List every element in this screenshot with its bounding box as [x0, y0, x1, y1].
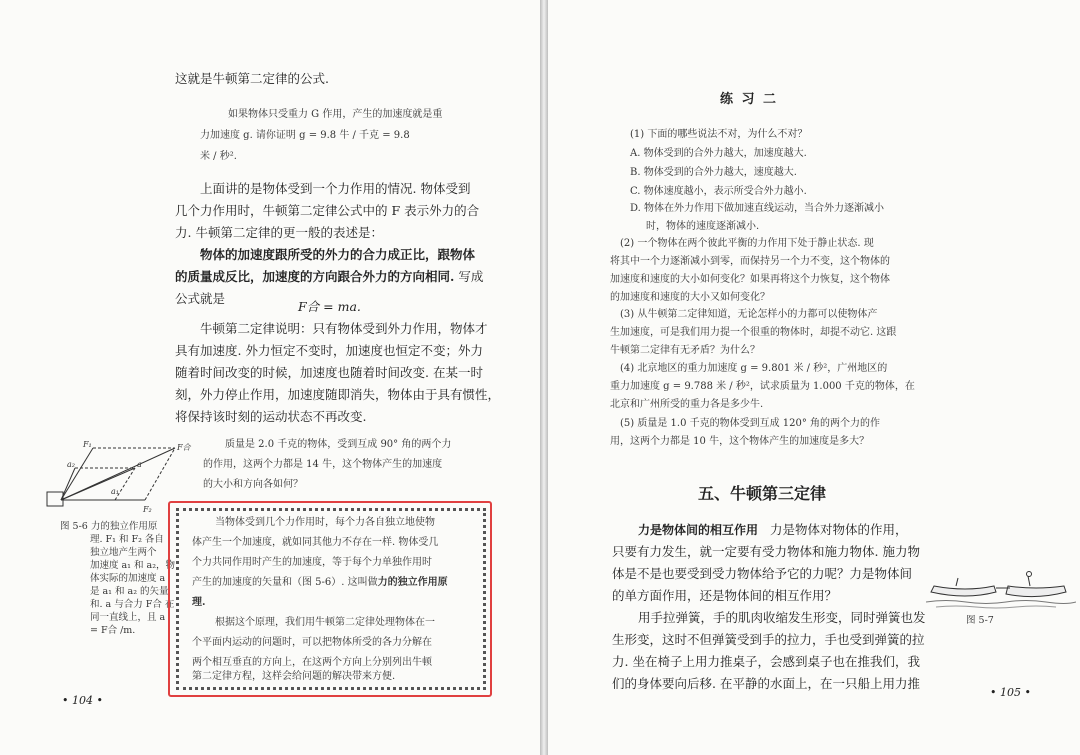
question-line: 的作用，这两个力都是 14 牛，这个物体产生的加速度 [203, 459, 443, 470]
formula: F合 = ma. [298, 299, 361, 314]
exercise-question: (1) 下面的哪些说法不对，为什么不对？ [630, 129, 808, 140]
figure-label-f1: F₁ [83, 440, 92, 449]
question-line: 质量是 2.0 千克的物体，受到互成 90° 角的两个力 [225, 439, 452, 450]
exercise-question: (5) 质量是 1.0 千克的物体受到互成 120° 角的两个力的作 [620, 418, 881, 429]
figure-caption-line: 理. F₁ 和 F₂ 各自 [90, 534, 164, 545]
exercise-option: 时，物体的速度逐渐减小. [646, 221, 760, 232]
exercise-title: 练 习 二 [720, 92, 779, 107]
a-vector [61, 468, 135, 500]
section-title: 五、牛顿第三定律 [698, 484, 827, 503]
figure-caption-line: 和. a 与合力 F合 在 [90, 599, 175, 610]
paragraph-line: 力. 牛顿第二定律的更一般的表述是： [175, 225, 383, 240]
boxed-line: 根据这个原理，我们用牛顿第二定律处理物体在一 [215, 617, 435, 628]
exercise-question: 将其中一个力逐渐减小到零，而保持另一个力不变，这个物体的 [610, 256, 890, 267]
paragraph-line: 具有加速度. 外力恒定不变时，加速度也恒定不变；外力 [175, 343, 483, 358]
mass-block [47, 492, 63, 506]
figure-label-f2: F₂ [143, 505, 152, 514]
exercise-option: A. 物体受到的合外力越大，加速度越大. [630, 148, 807, 159]
boxed-line: 个力共同作用时产生的加速度，等于每个力单独作用时 [192, 557, 432, 568]
exercise-note-line: 如果物体只受重力 G 作用，产生的加速度就是重 [228, 109, 443, 120]
paragraph-line: 们的身体要向后移. 在平静的水面上，在一只船上用力推 [612, 676, 920, 691]
figure-label-a2: a₂ [67, 460, 75, 469]
exercise-question: 北京和广州所受的重力各是多少牛. [610, 399, 764, 410]
figure-label-a: a [137, 460, 142, 469]
boxed-line: 体产生一个加速度，就如同其他力不存在一样. 物体受几 [192, 537, 439, 548]
boxed-line: 个平面内运动的问题时，可以把物体所受的各力分解在 [192, 637, 432, 648]
boxed-line: 产生的加速度的矢量和（图 5-6）. 这叫做力的独立作用原 [192, 577, 448, 588]
paragraph-line: 生形变，这时不但弹簧受到手的拉力，手也受到弹簧的拉 [612, 632, 925, 647]
exercise-question: 重力加速度 g = 9.788 米 / 秒²，试求质量为 1.000 千克的物体，在 [610, 381, 915, 392]
intro-line: 这就是牛顿第二定律的公式. [175, 71, 329, 86]
boxed-line: 理. [192, 597, 206, 608]
paragraph-line: 只要有力发生，就一定要有受力物体和施力物体. 施力物 [612, 544, 920, 559]
page-number: • 104 • [62, 694, 103, 707]
book-gutter [540, 0, 548, 755]
exercise-option: D. 物体在外力作用下做加速直线运动，当合外力逐渐减小 [630, 203, 885, 214]
figure-caption-line: 体实际的加速度 a [90, 573, 166, 584]
question-line: 的大小和方向各如何？ [203, 479, 303, 490]
exercise-note-line: 米 / 秒². [200, 151, 237, 162]
right-page [548, 0, 1080, 755]
exercise-question: 生加速度，可是我们用力提一个很重的物体时，却提不动它. 这跟 [610, 327, 897, 338]
exercise-option: C. 物体速度越小，表示所受合外力越小. [630, 186, 807, 197]
exercise-option: B. 物体受到的合外力越大，速度越大. [630, 167, 797, 178]
law-statement: 物体的加速度跟所受的外力的合力成正比，跟物体 [200, 247, 476, 262]
exercise-question: (4) 北京地区的重力加速度 g = 9.801 米 / 秒²，广州地区的 [620, 363, 888, 374]
figure-caption-line: 同一直线上，且 a [90, 612, 166, 623]
boxed-line: 当物体受到几个力作用时，每个力各自独立地使物 [215, 517, 435, 528]
exercise-question: 加速度和速度的大小如何变化？如果再将这个力恢复，这个物体 [610, 274, 890, 285]
figure-label-fc: F合 [177, 443, 191, 452]
figure-caption: 图 5-7 [966, 615, 994, 626]
exercise-question: (2) 一个物体在两个彼此平衡的力作用下处于静止状态. 现 [620, 238, 874, 249]
figure-label-a1: a₁ [111, 487, 119, 496]
exercise-question: 的加速度和速度的大小又如何变化？ [610, 292, 770, 303]
exercise-question: 牛顿第二定律有无矛盾？为什么？ [610, 345, 760, 356]
paragraph-line: 用手拉弹簧，手的肌肉收缩发生形变，同时弹簧也发 [638, 610, 926, 625]
boxed-line: 第二定律方程，这样会给问题的解决带来方便. [192, 671, 396, 682]
exercise-question: 用，这两个力都是 10 牛，这个物体产生的加速度是多大？ [610, 436, 870, 447]
formula-lead: 公式就是 [175, 291, 226, 306]
paragraph-line: 随着时间改变的时候，加速度也随着时间改变. 在某一时 [175, 365, 483, 380]
exercise-note-line: 力加速度 g. 请你证明 g = 9.8 牛 / 千克 = 9.8 [200, 130, 410, 141]
paragraph-line: 牛顿第二定律说明：只有物体受到外力作用，物体才 [200, 321, 488, 336]
paragraph-line: 体是不是也要受到受力物体给予它的力呢？力是物体间 [612, 566, 913, 581]
paragraph-line: 将保持该时刻的运动状态不再改变. [175, 409, 367, 424]
figure-caption-line: 图 5-6 力的独立作用原 [60, 521, 158, 532]
paragraph-line: 力. 坐在椅子上用力推桌子，会感到桌子也在推我们，我 [612, 654, 920, 669]
page-number: • 105 • [990, 686, 1031, 699]
boat-illustration [926, 570, 1076, 610]
figure-caption-line: 是 a₁ 和 a₂ 的矢量 [90, 586, 169, 597]
subheading: 力是物体间的相互作用 [638, 523, 759, 537]
law-statement-line: 的质量成反比，加速度的方向跟合外力的方向相同. 写成 [175, 269, 484, 284]
paragraph-line: 上面讲的是物体受到一个力作用的情况. 物体受到 [200, 181, 471, 196]
paragraph-line: 几个力作用时，牛顿第二定律公式中的 F 表示外力的合 [175, 203, 480, 218]
boxed-line: 两个相互垂直的方向上，在这两个方向上分别列出牛顿 [192, 657, 432, 668]
figure-caption-line: 加速度 a₁ 和 a₂，物 [90, 560, 176, 571]
paragraph-line: 的单方面作用，还是物体间的相互作用？ [612, 588, 838, 603]
figure-caption-line: = F合 /m. [90, 625, 136, 636]
paragraph-line: 力是物体间的相互作用 力是物体对物体的作用， [638, 522, 908, 537]
exercise-question: (3) 从牛顿第二定律知道，无论怎样小的力都可以使物体产 [620, 309, 878, 320]
paragraph-line: 刻，外力停止作用，加速度随即消失，物体由于具有惯性， [175, 387, 501, 402]
figure-caption-line: 独立地产生两个 [90, 547, 157, 558]
